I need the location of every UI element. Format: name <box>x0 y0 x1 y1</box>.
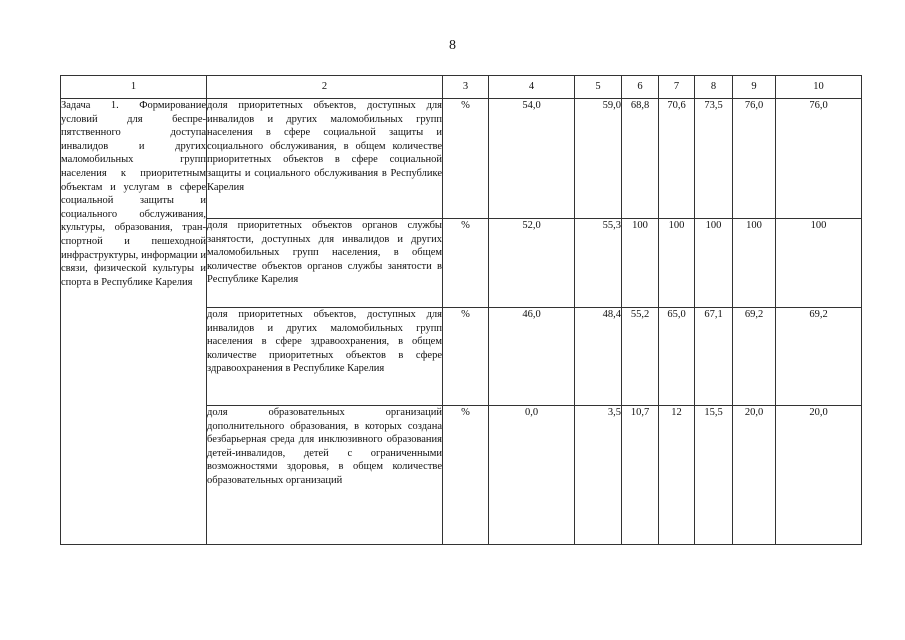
value-cell: 68,8 <box>622 99 659 219</box>
value-cell: 100 <box>695 219 733 308</box>
table-row <box>61 99 862 219</box>
value-cell: 73,5 <box>695 99 733 219</box>
value-cell: 52,0 <box>489 219 575 308</box>
task-cell: Задача 1. Формирование условий для беспрепятственного доступа инвалидов и других маломобильных групп населения к приоритетным объектам и услугам в сфере социальной защиты и социального обслуживания, культуры, образования, транспортной и пешеходной инфраструктуры, информации и связи, физической культуры и спорта в Республике Карелия <box>61 99 207 545</box>
value-cell: 69,2 <box>733 308 776 406</box>
indicators-table <box>60 75 862 545</box>
value-cell: 76,0 <box>733 99 776 219</box>
header-cell-1: 1 <box>61 76 207 99</box>
header-cell-8: 8 <box>695 76 733 99</box>
value-cell: 76,0 <box>776 99 862 219</box>
unit-cell: % <box>443 406 489 545</box>
value-cell: 70,6 <box>659 99 695 219</box>
value-cell: 15,5 <box>695 406 733 545</box>
indicator-cell: доля приоритетных объектов, доступных для инвалидов и других маломобильных групп населения в сфере здравоохранения, в общем количестве приоритетных объектов в сфере здравоохранения в Республике Карелия <box>207 308 443 406</box>
header-cell-5: 5 <box>575 76 622 99</box>
page-number: 8 <box>449 38 456 53</box>
value-cell: 46,0 <box>489 308 575 406</box>
indicator-cell: доля приоритетных объектов органов службы занятости, доступных для инвалидов и других маломобильных групп населения, в общем количестве объектов органов службы занятости в Республике Карелия <box>207 219 443 308</box>
value-cell: 67,1 <box>695 308 733 406</box>
header-row <box>61 76 862 99</box>
value-cell: 100 <box>659 219 695 308</box>
value-cell: 69,2 <box>776 308 862 406</box>
unit-cell: % <box>443 308 489 406</box>
header-cell-9: 9 <box>733 76 776 99</box>
value-cell: 59,0 <box>575 99 622 219</box>
value-cell: 12 <box>659 406 695 545</box>
value-cell: 0,0 <box>489 406 575 545</box>
value-cell: 48,4 <box>575 308 622 406</box>
value-cell: 54,0 <box>489 99 575 219</box>
value-cell: 3,5 <box>575 406 622 545</box>
header-cell-4: 4 <box>489 76 575 99</box>
value-cell: 65,0 <box>659 308 695 406</box>
value-cell: 20,0 <box>733 406 776 545</box>
header-cell-10: 10 <box>776 76 862 99</box>
header-cell-7: 7 <box>659 76 695 99</box>
value-cell: 55,2 <box>622 308 659 406</box>
indicator-cell: доля приоритетных объектов, доступных для инвалидов и других маломобильных групп населения в сфере социальной защиты и социального обслуживания, в общем количестве приоритетных объектов в сфере социальной защиты и социального обслуживания в Республике Карелия <box>207 99 443 219</box>
indicator-cell: доля образовательных организаций дополнительного образования, в которых создана безбарьерная среда для инклюзивного образования детей-инвалидов, детей с ограниченными возможностями здоровья, в общем количестве образовательных организаций <box>207 406 443 545</box>
value-cell: 10,7 <box>622 406 659 545</box>
header-cell-6: 6 <box>622 76 659 99</box>
value-cell: 20,0 <box>776 406 862 545</box>
value-cell: 100 <box>776 219 862 308</box>
value-cell: 55,3 <box>575 219 622 308</box>
unit-cell: % <box>443 99 489 219</box>
value-cell: 100 <box>733 219 776 308</box>
unit-cell: % <box>443 219 489 308</box>
header-cell-3: 3 <box>443 76 489 99</box>
value-cell: 100 <box>622 219 659 308</box>
header-cell-2: 2 <box>207 76 443 99</box>
